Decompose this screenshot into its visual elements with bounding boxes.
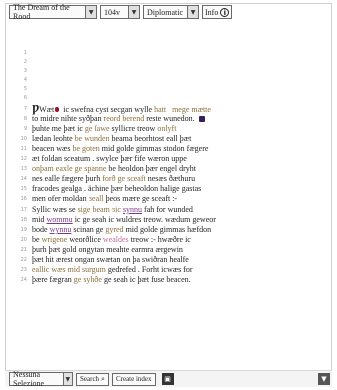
line-number: 20: [20, 236, 27, 243]
bottom-toolbar: [5, 370, 332, 387]
info-label: Info: [205, 7, 219, 17]
line-number: 6: [23, 94, 27, 101]
text-line: [10, 75, 320, 84]
word-group[interactable]: treow :- hwæðre ic: [130, 235, 191, 244]
selection-select[interactable]: [9, 372, 73, 386]
word-group[interactable]: eaxle ge spanne: [55, 164, 107, 173]
line-number: 19: [20, 226, 27, 233]
line-number: 15: [20, 185, 27, 192]
edition-select[interactable]: [143, 5, 199, 19]
word-group[interactable]: be goten: [72, 144, 100, 153]
word-group[interactable]: þære fægran: [32, 275, 72, 284]
word-group[interactable]: reste wunedon.: [146, 114, 195, 123]
line-number: 3: [23, 67, 27, 74]
word-group[interactable]: reord berend: [103, 114, 145, 123]
word-group[interactable]: to midre nihte syðþan: [32, 114, 102, 123]
line-number: 22: [20, 256, 27, 263]
line-number: 1: [23, 49, 27, 56]
word-group[interactable]: Syllic wæs se: [32, 205, 76, 214]
text-line: [10, 134, 320, 143]
chevron-down-icon: ▼: [63, 373, 72, 385]
line-number: 10: [20, 135, 27, 142]
line-number: 8: [23, 115, 27, 122]
text-line: [10, 235, 320, 244]
word-group[interactable]: nes ealle fægere þurh: [32, 174, 101, 183]
search-button[interactable]: [76, 373, 109, 386]
word-group[interactable]: beacen wæs: [32, 144, 71, 153]
text-line: [10, 225, 320, 234]
word-group[interactable]: scinan ge: [73, 225, 104, 234]
text-line: [10, 174, 320, 183]
word-group[interactable]: be: [32, 235, 40, 244]
word-group[interactable]: ge syhðe: [73, 275, 102, 284]
text-line: [10, 205, 320, 214]
word-group[interactable]: sige beam: [77, 205, 110, 214]
search-icon: ⌕: [101, 374, 105, 383]
text-line: [10, 48, 320, 57]
text-line: [10, 114, 320, 123]
chevron-down-icon: ▼: [187, 6, 198, 18]
word-group[interactable]: nesæs ðæthuru: [147, 174, 196, 183]
line-number: 17: [20, 206, 27, 213]
line-number: 9: [23, 125, 27, 132]
text-line: [10, 104, 320, 113]
word-group[interactable]: wommu: [46, 215, 73, 224]
word-group[interactable]: syllicre treow: [111, 124, 156, 133]
word-group[interactable]: eallic wæs mid: [32, 265, 80, 274]
word-group[interactable]: mid: [32, 215, 45, 224]
word-group[interactable]: ɜeall: [88, 194, 104, 203]
annotation-marker[interactable]: [199, 116, 205, 122]
line-number: 7: [23, 105, 27, 112]
line-number: 23: [20, 266, 27, 273]
word-group[interactable]: beama beorhtost eall þæt: [111, 134, 192, 143]
search-label: Search: [80, 375, 100, 383]
text-line: [10, 164, 320, 173]
annotation-marker[interactable]: [55, 107, 59, 112]
line-number: 12: [20, 155, 27, 162]
info-icon: i: [220, 8, 229, 17]
text-line: [10, 84, 320, 93]
word-group[interactable]: mid golde gimmas hæfdon: [125, 225, 212, 234]
toolbar: [5, 3, 332, 21]
word-group[interactable]: fah for wunded: [144, 205, 193, 214]
text-line: [10, 215, 320, 224]
word-group[interactable]: wynnu: [49, 225, 72, 234]
word-group[interactable]: men ofer moldan: [32, 194, 87, 203]
word-group[interactable]: gedrefed . Forht icwæs for: [107, 265, 193, 274]
word-group[interactable]: onlyft: [157, 124, 177, 133]
word-group[interactable]: wealdes: [102, 235, 129, 244]
word-group[interactable]: fracodes gealga . ächine þær beheoldon halige gastas: [32, 184, 202, 193]
edition-select-value: Diplomatic: [147, 7, 183, 17]
word-group[interactable]: surgum: [82, 265, 106, 274]
text-line: [10, 66, 320, 75]
line-number: 14: [20, 175, 27, 182]
word-group[interactable]: þæt hit ærest ongan swætan on þa swiðran healfe: [32, 255, 189, 264]
word-group[interactable]: be heoldon þær engel dryht: [108, 164, 196, 173]
text-line: [10, 57, 320, 66]
text-line: [10, 93, 320, 102]
word-group[interactable]: synnu: [122, 205, 143, 214]
page-select[interactable]: [100, 5, 140, 19]
text-line: [10, 255, 320, 264]
initial-capital: Ƿ: [32, 102, 40, 115]
text-line: [10, 154, 320, 163]
document-select[interactable]: [9, 5, 97, 19]
text-line: [10, 194, 320, 203]
word-group[interactable]: wrigene: [41, 235, 68, 244]
dropdown-toggle-icon[interactable]: ▼: [318, 373, 330, 385]
page-select-value: 104v: [104, 7, 120, 17]
text-line: [10, 184, 320, 193]
word-group[interactable]: ɜic: [111, 205, 121, 214]
text-line: [10, 245, 320, 254]
word-group[interactable]: mege mætte: [172, 104, 211, 114]
word-group[interactable]: þurh þæt gold ongytan meahte earmra ærgewin: [32, 245, 183, 254]
create-index-button[interactable]: [112, 373, 156, 386]
line-number: 13: [20, 165, 27, 172]
chevron-down-icon: ▼: [85, 6, 96, 18]
line-number: 11: [20, 145, 27, 152]
text-line: [10, 144, 320, 153]
selection-select-value: Nessuna Selezione: [13, 370, 45, 388]
word-group[interactable]: mid golde gimmas stodon fægere: [101, 144, 209, 153]
word-group[interactable]: gyred: [105, 225, 124, 234]
text-line: [10, 124, 320, 133]
line-number: 16: [20, 195, 27, 202]
line-number: 2: [23, 58, 27, 65]
document-select-value: The Dream of the Rood: [13, 3, 70, 21]
line-number: 18: [20, 216, 27, 223]
create-index-label: Create index: [115, 375, 152, 383]
word-group[interactable]: onþam: [32, 164, 54, 173]
chevron-down-icon: ▼: [128, 6, 139, 18]
line-number: 4: [23, 76, 27, 83]
word-group[interactable]: ic ge seah ic wuldres treow. wædum geweor: [74, 215, 216, 224]
text-line: [10, 275, 320, 284]
word-group[interactable]: bode: [32, 225, 48, 234]
word-group[interactable]: forð ge sceaft: [102, 174, 146, 183]
line-number: 5: [23, 85, 27, 92]
word-group[interactable]: ic swefna cyst secgan wylle: [63, 104, 153, 114]
info-button[interactable]: [202, 5, 232, 19]
text-line: [10, 265, 320, 274]
word-group[interactable]: ge seah ic þæt fuse beacen.: [103, 275, 191, 284]
text-area: [10, 24, 327, 362]
line-number: 24: [20, 276, 27, 283]
word-group[interactable]: þeos mære ge sceaft :-: [105, 194, 178, 203]
word-group[interactable]: ge ſawe: [84, 124, 110, 133]
word-group[interactable]: weorðlice: [69, 235, 101, 244]
line-number: 21: [20, 246, 27, 253]
word-group[interactable]: æt foldan sceatum . swylce þær fife wæron uppe: [32, 154, 187, 163]
word-group[interactable]: lædan leohte: [32, 134, 73, 143]
word-group[interactable]: hatt: [154, 104, 167, 114]
word-group[interactable]: be wunden: [74, 134, 110, 143]
image-icon[interactable]: ▣: [162, 373, 174, 385]
word[interactable]: Wæt: [39, 104, 55, 114]
word-group[interactable]: þuhte me þæt ic: [32, 124, 83, 133]
